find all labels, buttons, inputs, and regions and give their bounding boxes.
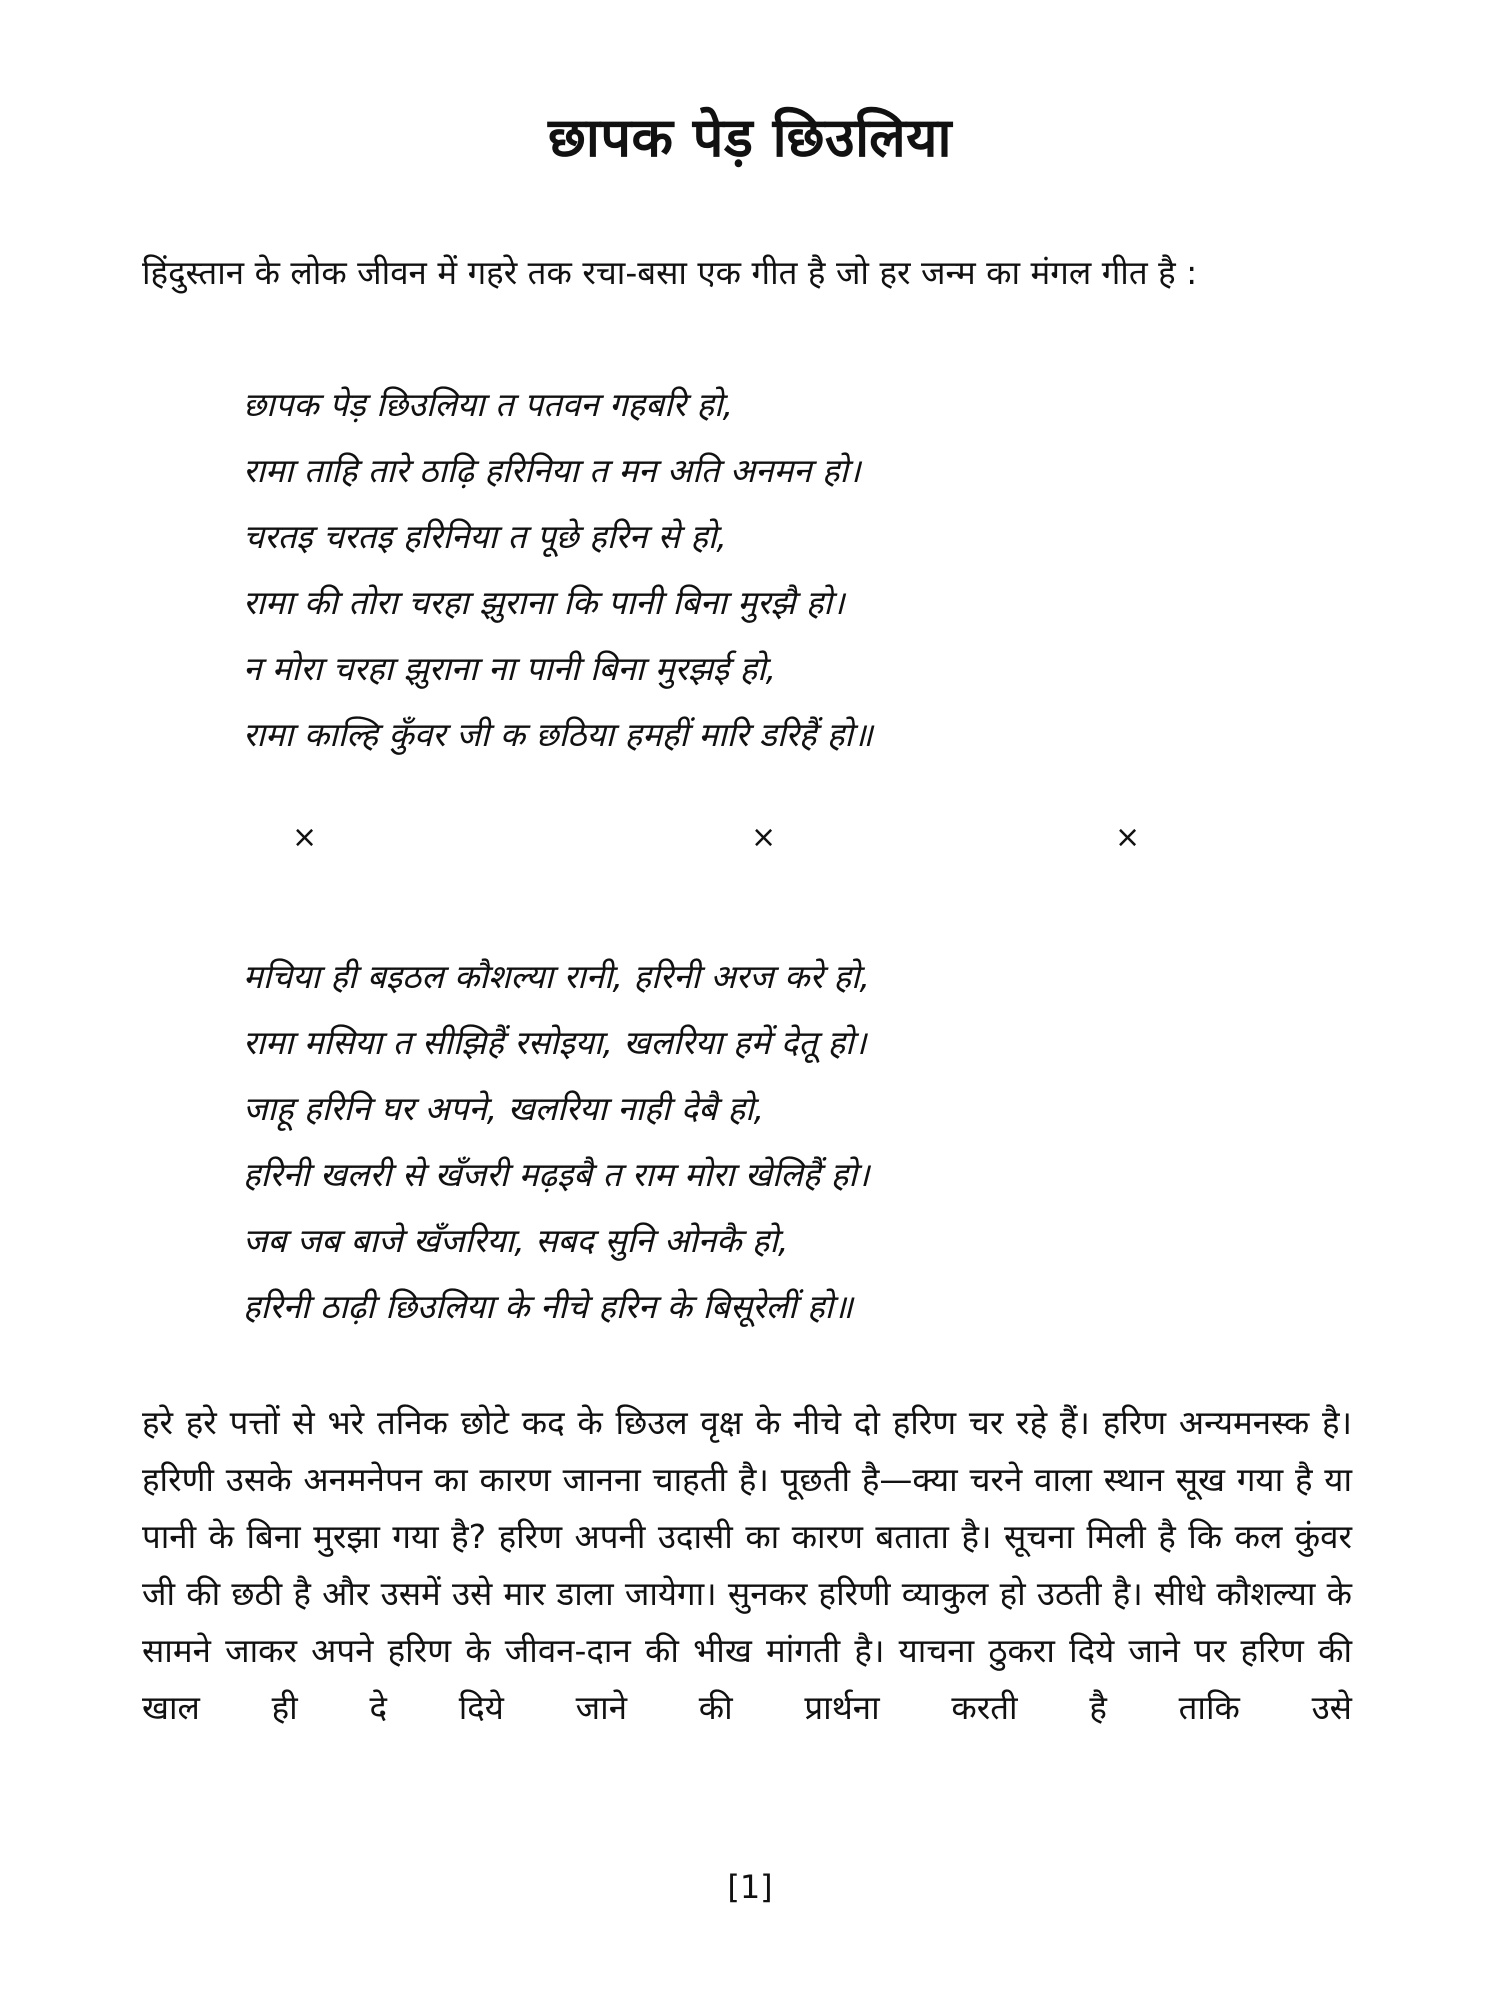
separator-mark: × (292, 820, 318, 855)
verse-block-2 (243, 944, 1343, 1340)
separator-mark: × (1115, 820, 1141, 855)
section-separator (0, 818, 1500, 858)
verse-line: हरिनी ठाढ़ी छिउलिया के नीचे हरिन के बिसूरेलीं हो॥ (243, 1287, 853, 1326)
verse-block-1 (243, 372, 1343, 768)
verse-line: जब जब बाजे खँजरिया, सबद सुनि ओनकै हो, (243, 1221, 789, 1260)
intro-paragraph: हिंदुस्तान के लोक जीवन में गहरे तक रचा-बसा एक गीत है जो हर जन्म का मंगल गीत है : (142, 253, 1198, 292)
verse-line: न मोरा चरहा झुराना ना पानी बिना मुरझई हो, (243, 649, 777, 688)
page-title: छापक पेड़ छिउलिया (548, 106, 952, 169)
separator-mark: × (751, 820, 777, 855)
verse-line: छापक पेड़ छिउलिया त पतवन गहबरि हो, (243, 385, 734, 424)
verse-line: रामा काल्हि कुँवर जी क छठिया हमहीं मारि डरिहैं हो॥ (243, 715, 873, 754)
verse-line: हरिनी खलरी से खँजरी मढ़इबै त राम मोरा खेलिहैं हो। (243, 1155, 870, 1194)
verse-line: जाहू हरिनि घर अपने, खलरिया नाही देबै हो, (243, 1089, 765, 1128)
verse-line: चरतइ चरतइ हरिनिया त पूछे हरिन से हो, (243, 517, 727, 556)
verse-line: रामा मसिया त सीझिहैं रसोइया, खलरिया हमें देतू हो। (243, 1023, 867, 1062)
verse-line: रामा ताहि तारे ठाढ़ि हरिनिया त मन अति अनमन हो। (243, 451, 861, 490)
page-number: [1] (727, 1868, 773, 1906)
verse-line: मचिया ही बइठल कौशल्या रानी, हरिनी अरज करे हो, (243, 957, 871, 996)
body-paragraph: हरे हरे पत्तों से भरे तनिक छोटे कद के छिउल वृक्ष के नीचे दो हरिण चर रहे हैं। हरिण अन्यमनस्क है। हरिणी उसके अनमनेपन का कारण जानना चाहती है। पूछती है—क्या चरने वाला स्थान सूख गया है या पानी के बिना मुरझा गया है? हरिण अपनी उदासी का कारण बताता है। सूचना मिली है कि कल कुंवर जी की छठी है और उसमें उसे मार डाला जायेगा। सुनकर हरिणी व्याकुल हो उठती है। सीधे कौशल्या के सामने जाकर अपने हरिण के जीवन-दान की भीख मांगती है। याचना ठुकरा दिये जाने पर हरिण की खाल ही दे दिये जाने की प्रार्थना करती है ताकि उसे (142, 1403, 1352, 1727)
verse-line: रामा की तोरा चरहा झुराना कि पानी बिना मुरझै हो। (243, 583, 845, 622)
